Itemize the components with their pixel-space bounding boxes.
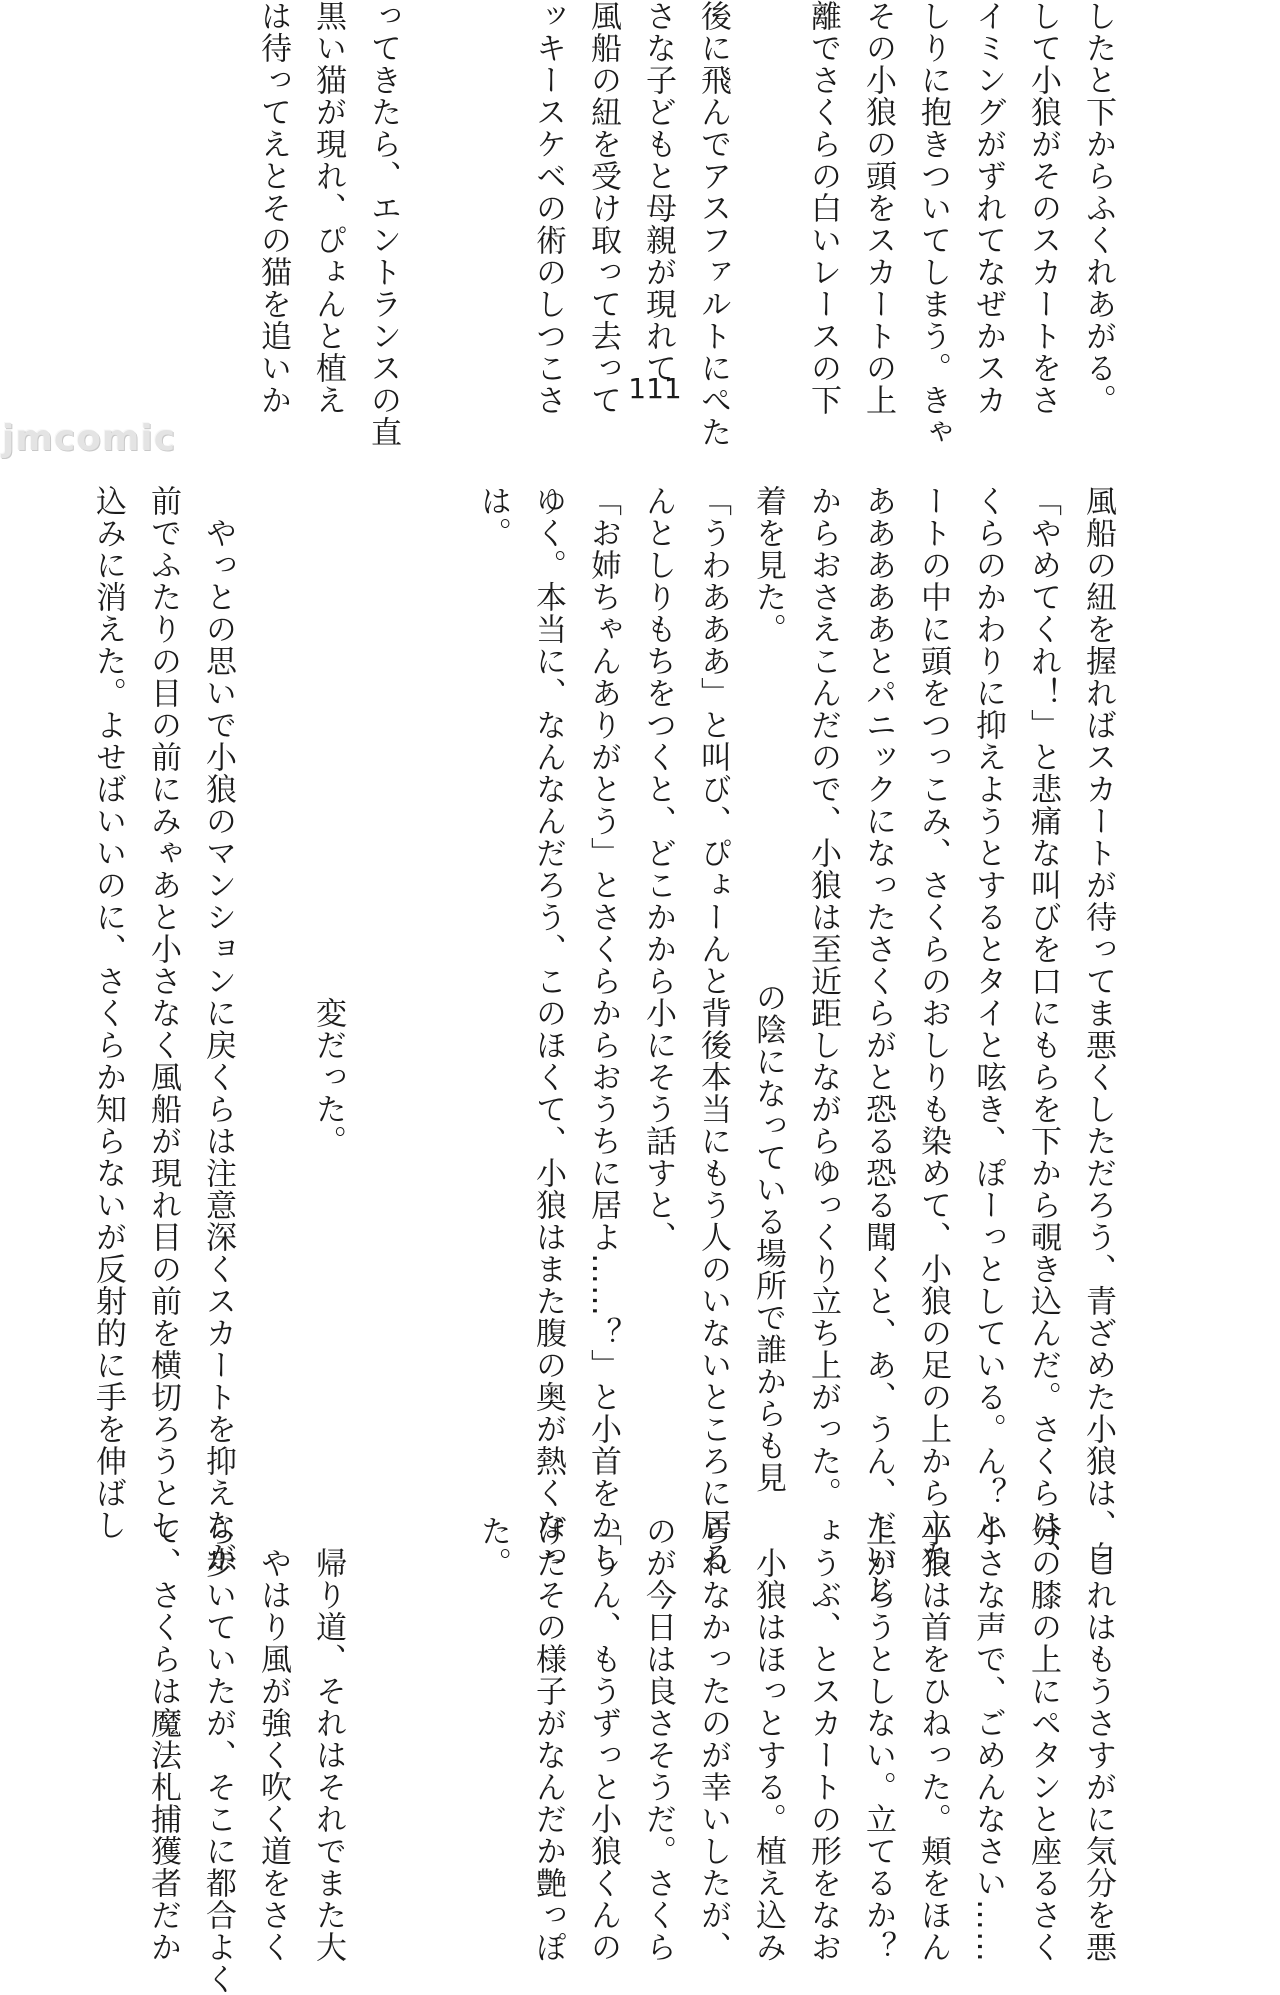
- watermark-logo: jmcomic: [2, 418, 177, 459]
- text-block-lower: これはもうさすがに気分を悪 分の膝の上にペタンと座るさく 小さな声で、ごめんなさい…… 小狼は首をひねった。頬をほん 上がろうとしない。立てるか？ ょうぶ、とスカートの形をなお 小狼はほっとする。植え込み られなかったのが幸いしたが、 のが今日は良さそうだ。さくら 「うん、もうずっと小狼くんの げたその様子がなんだか艶っぽ た。 帰り道、それはそれでまた大 やはり風が強く吹く道をさく ら歩いていたが、そこに都合よく て、さくらは魔法札捕獲者だか: [145, 1515, 1116, 1995]
- text-block-middle: 風船の紐を握ればスカートが待ってま悪くしただろう、青ざめた小狼は、自 「やめてくれ！」と悲痛な叫びを口にもらを下から覗き込んだ。さくらは、 くらのかわりに抑えようとするとタイと呟き、ぽーっとしている。ん？と ートの中に頭をつっこみ、さくらのおしりも染めて、小狼の足の上から立ち あああああとパニックになったさくらがと恐る恐る聞くと、あ、うん、だいじ からおさえこんだので、小狼は至近距しながらゆっくり立ち上がった。 着を見た。 の陰になっている場所で誰からも見 「うわあああ」と叫び、ぴょーんと背後本当にもう人のいないところに居る んとしりもちをつくと、どこかから小にそう話すと、 「お姉ちゃんありがとう」とさくらからおうちに居よ……？」と小首をかし ゆく。本当に、なんなんだろう、このほくて、小狼はまた腹の奥が熱くなっ は。 変だった。 やっとの思いで小狼のマンションに戻くらは注意深くスカートを抑えなが 前でふたりの目の前にみゃあと小さなく風船が現れ目の前を横切ろうとし 込みに消えた。よせばいいのに、さくらか知らないが反射的に手を伸ばし: [90, 485, 1116, 1605]
- page-number: 111: [628, 372, 682, 405]
- text-block-upper: したと下からふくれあがる。 して小狼がそのスカートをさ イミングがずれてなぜかスカ しりに抱きついてしまう。きゃ その小狼の頭をスカートの上 離でさくらの白いレースの下 後に飛んでアスファルトにぺた さな子どもと母親が現れて 風船の紐を受け取って去って ッキースケベの術のしつこさ ってきたら、エントランスの直 黒い猫が現れ、ぴょんと植え は待ってえとその猫を追いか: [255, 0, 1116, 448]
